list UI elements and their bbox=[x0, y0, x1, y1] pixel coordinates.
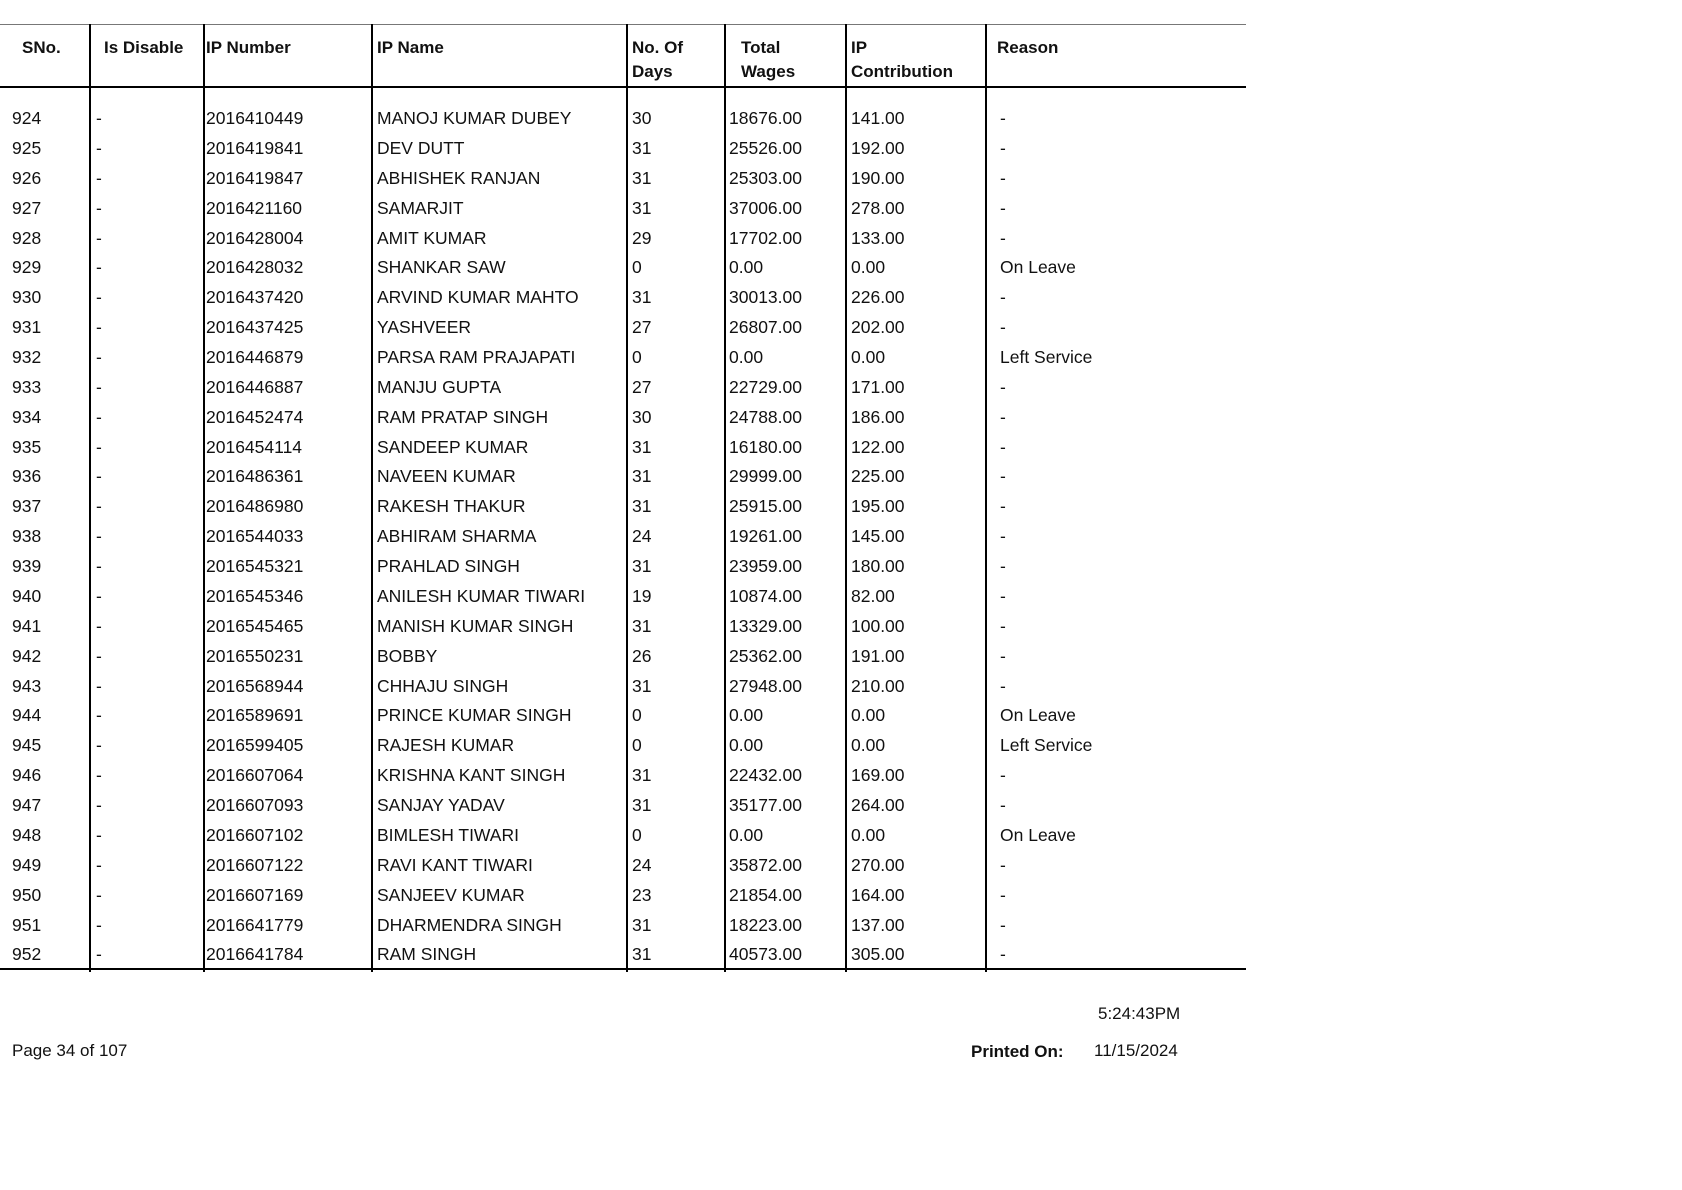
cell-ip-contribution: 305.00 bbox=[851, 944, 905, 965]
cell-sno: 933 bbox=[12, 376, 42, 397]
cell-total-wages: 25303.00 bbox=[729, 167, 802, 188]
cell-days: 19 bbox=[632, 585, 652, 606]
cell-ip-contribution: 133.00 bbox=[851, 227, 905, 248]
cell-sno: 930 bbox=[12, 287, 42, 308]
table-top-rule bbox=[0, 24, 1246, 25]
column-header-ip-contribution bbox=[851, 36, 953, 84]
cell-total-wages: 0.00 bbox=[729, 705, 764, 726]
cell-sno: 945 bbox=[12, 735, 42, 756]
cell-days: 0 bbox=[632, 347, 642, 367]
column-divider bbox=[371, 24, 373, 972]
cell-is-disable: - bbox=[96, 436, 102, 457]
cell-days: 0 bbox=[632, 257, 642, 278]
cell-ip-name: ABHIRAM SHARMA bbox=[377, 526, 537, 547]
cell-ip-name: RAM PRATAP SINGH bbox=[377, 406, 549, 427]
cell-is-disable: - bbox=[96, 585, 102, 606]
cell-ip-contribution: 210.00 bbox=[851, 675, 905, 696]
cell-total-wages: 24788.00 bbox=[729, 406, 802, 427]
cell-ip-name: ANILESH KUMAR TIWARI bbox=[377, 585, 586, 606]
cell-sno: 936 bbox=[12, 466, 42, 487]
cell-ip-number: 2016641784 bbox=[206, 944, 304, 965]
cell-is-disable: - bbox=[96, 287, 102, 308]
cell-days: 31 bbox=[632, 496, 652, 517]
cell-reason: - bbox=[1000, 526, 1006, 547]
cell-is-disable: - bbox=[96, 406, 102, 427]
table-bottom-rule bbox=[0, 968, 1246, 970]
cell-is-disable: - bbox=[96, 167, 102, 188]
cell-ip-name: DHARMENDRA SINGH bbox=[377, 914, 562, 935]
cell-ip-contribution: 137.00 bbox=[851, 914, 905, 935]
cell-ip-contribution: 192.00 bbox=[851, 137, 905, 158]
cell-ip-number: 2016419841 bbox=[206, 137, 304, 158]
cell-sno: 950 bbox=[12, 884, 42, 905]
cell-sno: 952 bbox=[12, 944, 42, 965]
cell-total-wages: 22729.00 bbox=[729, 376, 802, 397]
cell-total-wages: 0.00 bbox=[729, 347, 764, 367]
cell-sno: 928 bbox=[12, 227, 42, 248]
column-header-line: Wages bbox=[741, 62, 796, 81]
cell-reason: Left Service bbox=[1000, 347, 1093, 367]
cell-ip-name: RAM SINGH bbox=[377, 944, 477, 965]
column-header-line: IP Name bbox=[377, 38, 444, 57]
cell-ip-contribution: 270.00 bbox=[851, 854, 905, 875]
cell-ip-name: PRAHLAD SINGH bbox=[377, 556, 520, 576]
cell-reason: - bbox=[1000, 645, 1006, 666]
cell-sno: 932 bbox=[12, 347, 42, 367]
cell-ip-contribution: 180.00 bbox=[851, 556, 905, 576]
column-header-line: IP bbox=[851, 38, 868, 57]
cell-reason: - bbox=[1000, 556, 1006, 576]
cell-ip-contribution: 0.00 bbox=[851, 257, 886, 278]
cell-ip-contribution: 226.00 bbox=[851, 287, 905, 308]
cell-days: 30 bbox=[632, 108, 652, 128]
cell-ip-name: BOBBY bbox=[377, 645, 438, 666]
column-header-total-wages bbox=[741, 36, 795, 84]
cell-ip-contribution: 171.00 bbox=[851, 376, 905, 397]
cell-total-wages: 21854.00 bbox=[729, 884, 802, 905]
cell-is-disable: - bbox=[96, 615, 102, 636]
print-time: 5:24:43PM bbox=[1098, 1004, 1181, 1023]
cell-days: 24 bbox=[632, 526, 652, 547]
cell-days: 31 bbox=[632, 795, 652, 815]
cell-reason: - bbox=[1000, 197, 1006, 218]
cell-ip-number: 2016607102 bbox=[206, 824, 304, 845]
column-header-line: Is Disable bbox=[104, 38, 184, 57]
cell-ip-name: MANISH KUMAR SINGH bbox=[377, 615, 574, 636]
cell-ip-name: BIMLESH TIWARI bbox=[377, 824, 519, 845]
cell-ip-contribution: 191.00 bbox=[851, 645, 905, 666]
column-header-line: SNo. bbox=[22, 38, 61, 57]
cell-days: 31 bbox=[632, 675, 652, 696]
cell-reason: - bbox=[1000, 376, 1006, 397]
cell-ip-name: PARSA RAM PRAJAPATI bbox=[377, 347, 576, 367]
cell-sno: 941 bbox=[12, 615, 42, 636]
cell-is-disable: - bbox=[96, 137, 102, 158]
cell-days: 30 bbox=[632, 406, 652, 427]
cell-ip-name: ABHISHEK RANJAN bbox=[377, 167, 541, 188]
cell-reason: - bbox=[1000, 675, 1006, 696]
column-header-ip-name bbox=[377, 36, 444, 60]
cell-days: 31 bbox=[632, 167, 652, 188]
cell-sno: 938 bbox=[12, 526, 42, 547]
cell-reason: - bbox=[1000, 884, 1006, 905]
cell-total-wages: 25526.00 bbox=[729, 137, 802, 158]
cell-days: 27 bbox=[632, 376, 652, 397]
cell-ip-number: 2016641779 bbox=[206, 914, 304, 935]
cell-days: 31 bbox=[632, 436, 652, 457]
cell-ip-name: MANOJ KUMAR DUBEY bbox=[377, 108, 572, 128]
cell-is-disable: - bbox=[96, 466, 102, 487]
cell-sno: 924 bbox=[12, 108, 42, 128]
cell-ip-name: NAVEEN KUMAR bbox=[377, 466, 516, 487]
cell-sno: 926 bbox=[12, 167, 42, 188]
cell-days: 31 bbox=[632, 944, 652, 965]
cell-is-disable: - bbox=[96, 376, 102, 397]
cell-ip-contribution: 169.00 bbox=[851, 765, 905, 786]
cell-is-disable: - bbox=[96, 675, 102, 696]
cell-ip-number: 2016452474 bbox=[206, 406, 304, 427]
cell-ip-number: 2016421160 bbox=[206, 197, 303, 218]
page-number: Page 34 of 107 bbox=[12, 1041, 128, 1060]
cell-is-disable: - bbox=[96, 257, 102, 278]
cell-total-wages: 26807.00 bbox=[729, 317, 802, 338]
cell-ip-number: 2016550231 bbox=[206, 645, 304, 666]
header-bottom-rule bbox=[0, 86, 1246, 88]
cell-total-wages: 13329.00 bbox=[729, 615, 802, 636]
column-header-sno bbox=[22, 36, 61, 60]
cell-ip-number: 2016607064 bbox=[206, 765, 304, 786]
cell-days: 26 bbox=[632, 645, 652, 666]
cell-sno: 949 bbox=[12, 854, 42, 875]
column-divider bbox=[89, 24, 91, 972]
cell-reason: On Leave bbox=[1000, 824, 1076, 845]
cell-ip-number: 2016486980 bbox=[206, 496, 304, 517]
cell-ip-number: 2016607169 bbox=[206, 884, 304, 905]
cell-total-wages: 30013.00 bbox=[729, 287, 802, 308]
cell-is-disable: - bbox=[96, 944, 102, 965]
column-divider bbox=[845, 24, 847, 972]
cell-is-disable: - bbox=[96, 854, 102, 875]
cell-total-wages: 17702.00 bbox=[729, 227, 802, 248]
cell-days: 31 bbox=[632, 466, 652, 487]
cell-ip-number: 2016446887 bbox=[206, 376, 304, 397]
cell-ip-contribution: 278.00 bbox=[851, 197, 905, 218]
cell-total-wages: 29999.00 bbox=[729, 466, 802, 487]
cell-reason: - bbox=[1000, 765, 1006, 786]
cell-ip-contribution: 190.00 bbox=[851, 167, 905, 188]
cell-reason: - bbox=[1000, 585, 1006, 606]
cell-total-wages: 35872.00 bbox=[729, 854, 802, 875]
cell-ip-number: 2016410449 bbox=[206, 108, 304, 128]
cell-is-disable: - bbox=[96, 884, 102, 905]
cell-ip-number: 2016428004 bbox=[206, 227, 304, 248]
printed-on-date: 11/15/2024 bbox=[1094, 1041, 1178, 1060]
cell-ip-number: 2016437420 bbox=[206, 287, 304, 308]
cell-reason: - bbox=[1000, 944, 1006, 965]
cell-is-disable: - bbox=[96, 347, 102, 367]
column-header-line: Contribution bbox=[851, 62, 953, 81]
cell-ip-contribution: 82.00 bbox=[851, 585, 895, 606]
cell-is-disable: - bbox=[96, 317, 102, 338]
cell-sno: 931 bbox=[12, 317, 42, 338]
cell-days: 31 bbox=[632, 765, 652, 786]
cell-ip-contribution: 0.00 bbox=[851, 705, 886, 726]
cell-reason: - bbox=[1000, 317, 1006, 338]
cell-reason: - bbox=[1000, 108, 1006, 128]
column-header-line: No. Of bbox=[632, 38, 683, 57]
cell-total-wages: 40573.00 bbox=[729, 944, 802, 965]
cell-days: 23 bbox=[632, 884, 652, 905]
cell-ip-contribution: 122.00 bbox=[851, 436, 905, 457]
cell-ip-contribution: 225.00 bbox=[851, 466, 905, 487]
cell-total-wages: 25362.00 bbox=[729, 645, 802, 666]
cell-ip-number: 2016446879 bbox=[206, 347, 304, 367]
cell-ip-name: CHHAJU SINGH bbox=[377, 675, 509, 696]
cell-ip-number: 2016486361 bbox=[206, 466, 304, 487]
cell-ip-contribution: 202.00 bbox=[851, 317, 905, 338]
cell-sno: 948 bbox=[12, 824, 42, 845]
cell-is-disable: - bbox=[96, 914, 102, 935]
cell-total-wages: 18223.00 bbox=[729, 914, 802, 935]
cell-reason: - bbox=[1000, 854, 1006, 875]
cell-is-disable: - bbox=[96, 765, 102, 786]
cell-ip-name: RAVI KANT TIWARI bbox=[377, 854, 533, 875]
column-header-ip-number bbox=[206, 36, 291, 60]
cell-days: 31 bbox=[632, 137, 652, 158]
cell-days: 24 bbox=[632, 854, 652, 875]
cell-is-disable: - bbox=[96, 227, 102, 248]
cell-sno: 927 bbox=[12, 197, 42, 218]
cell-ip-contribution: 145.00 bbox=[851, 526, 905, 547]
cell-is-disable: - bbox=[96, 526, 102, 547]
cell-days: 0 bbox=[632, 824, 642, 845]
cell-ip-number: 2016599405 bbox=[206, 735, 304, 756]
cell-days: 29 bbox=[632, 227, 652, 248]
cell-reason: - bbox=[1000, 615, 1006, 636]
cell-ip-contribution: 195.00 bbox=[851, 496, 905, 517]
column-divider bbox=[724, 24, 726, 972]
cell-reason: - bbox=[1000, 167, 1006, 188]
column-header-is-disable bbox=[104, 36, 183, 60]
cell-ip-number: 2016544033 bbox=[206, 526, 304, 547]
cell-total-wages: 19261.00 bbox=[729, 526, 802, 547]
cell-ip-number: 2016428032 bbox=[206, 257, 304, 278]
cell-reason: - bbox=[1000, 137, 1006, 158]
cell-total-wages: 0.00 bbox=[729, 257, 764, 278]
cell-ip-number: 2016545465 bbox=[206, 615, 304, 636]
cell-ip-name: DEV DUTT bbox=[377, 137, 465, 158]
cell-ip-number: 2016545321 bbox=[206, 556, 304, 576]
cell-ip-name: SHANKAR SAW bbox=[377, 257, 506, 278]
column-header-line: IP Number bbox=[206, 38, 291, 57]
cell-is-disable: - bbox=[96, 108, 102, 128]
printed-on-label: Printed On: bbox=[971, 1042, 1064, 1061]
cell-total-wages: 35177.00 bbox=[729, 795, 802, 815]
cell-is-disable: - bbox=[96, 705, 102, 726]
cell-days: 0 bbox=[632, 735, 642, 756]
cell-sno: 929 bbox=[12, 257, 42, 278]
cell-is-disable: - bbox=[96, 795, 102, 815]
cell-sno: 937 bbox=[12, 496, 42, 517]
cell-is-disable: - bbox=[96, 496, 102, 517]
cell-ip-contribution: 164.00 bbox=[851, 884, 905, 905]
cell-ip-contribution: 0.00 bbox=[851, 347, 886, 367]
cell-days: 31 bbox=[632, 556, 652, 576]
cell-total-wages: 18676.00 bbox=[729, 108, 802, 128]
cell-ip-contribution: 264.00 bbox=[851, 795, 905, 815]
cell-sno: 925 bbox=[12, 137, 42, 158]
cell-total-wages: 16180.00 bbox=[729, 436, 802, 457]
column-header-line: Reason bbox=[997, 38, 1059, 57]
cell-ip-number: 2016437425 bbox=[206, 317, 304, 338]
cell-ip-number: 2016607122 bbox=[206, 854, 304, 875]
cell-ip-name: RAKESH THAKUR bbox=[377, 496, 526, 517]
cell-reason: - bbox=[1000, 914, 1006, 935]
cell-is-disable: - bbox=[96, 645, 102, 666]
cell-ip-name: SANDEEP KUMAR bbox=[377, 436, 529, 457]
cell-reason: On Leave bbox=[1000, 257, 1076, 278]
cell-ip-contribution: 141.00 bbox=[851, 108, 905, 128]
cell-reason: - bbox=[1000, 227, 1006, 248]
cell-ip-name: SANJEEV KUMAR bbox=[377, 884, 525, 905]
cell-reason: Left Service bbox=[1000, 735, 1093, 756]
cell-ip-name: SAMARJIT bbox=[377, 197, 464, 218]
cell-days: 31 bbox=[632, 197, 652, 218]
cell-total-wages: 23959.00 bbox=[729, 556, 802, 576]
cell-reason: - bbox=[1000, 287, 1006, 308]
cell-is-disable: - bbox=[96, 735, 102, 756]
cell-ip-contribution: 186.00 bbox=[851, 406, 905, 427]
cell-total-wages: 27948.00 bbox=[729, 675, 802, 696]
cell-sno: 946 bbox=[12, 765, 42, 786]
cell-sno: 943 bbox=[12, 675, 42, 696]
cell-total-wages: 0.00 bbox=[729, 824, 764, 845]
cell-ip-number: 2016545346 bbox=[206, 585, 304, 606]
cell-sno: 944 bbox=[12, 705, 42, 726]
cell-days: 31 bbox=[632, 914, 652, 935]
cell-sno: 947 bbox=[12, 795, 42, 815]
cell-sno: 951 bbox=[12, 914, 42, 935]
cell-is-disable: - bbox=[96, 197, 102, 218]
cell-ip-number: 2016568944 bbox=[206, 675, 304, 696]
column-header-days bbox=[632, 36, 683, 84]
cell-ip-contribution: 100.00 bbox=[851, 615, 905, 636]
cell-ip-name: ARVIND KUMAR MAHTO bbox=[377, 287, 579, 308]
column-header-line: Days bbox=[632, 62, 673, 81]
cell-days: 31 bbox=[632, 287, 652, 308]
cell-ip-name: YASHVEER bbox=[377, 317, 472, 338]
cell-reason: On Leave bbox=[1000, 705, 1076, 726]
cell-total-wages: 25915.00 bbox=[729, 496, 802, 517]
column-header-reason bbox=[997, 36, 1058, 60]
column-divider bbox=[985, 24, 987, 972]
cell-reason: - bbox=[1000, 466, 1006, 487]
cell-ip-name: KRISHNA KANT SINGH bbox=[377, 765, 566, 786]
cell-reason: - bbox=[1000, 496, 1006, 517]
column-divider bbox=[626, 24, 628, 972]
cell-total-wages: 22432.00 bbox=[729, 765, 802, 786]
cell-is-disable: - bbox=[96, 824, 102, 845]
cell-reason: - bbox=[1000, 795, 1006, 815]
cell-days: 31 bbox=[632, 615, 652, 636]
cell-reason: - bbox=[1000, 406, 1006, 427]
cell-sno: 935 bbox=[12, 436, 42, 457]
cell-sno: 939 bbox=[12, 556, 42, 576]
cell-total-wages: 10874.00 bbox=[729, 585, 802, 606]
cell-days: 27 bbox=[632, 317, 652, 338]
column-divider bbox=[203, 24, 205, 972]
cell-sno: 942 bbox=[12, 645, 42, 666]
cell-ip-name: PRINCE KUMAR SINGH bbox=[377, 705, 572, 726]
cell-ip-name: RAJESH KUMAR bbox=[377, 735, 515, 756]
cell-ip-name: AMIT KUMAR bbox=[377, 227, 487, 248]
column-header-line: Total bbox=[741, 38, 781, 57]
cell-reason: - bbox=[1000, 436, 1006, 457]
cell-sno: 940 bbox=[12, 585, 42, 606]
cell-ip-number: 2016454114 bbox=[206, 436, 303, 457]
cell-total-wages: 37006.00 bbox=[729, 197, 802, 218]
cell-ip-number: 2016607093 bbox=[206, 795, 304, 815]
cell-ip-name: SANJAY YADAV bbox=[377, 795, 505, 815]
cell-ip-number: 2016589691 bbox=[206, 705, 304, 726]
cell-sno: 934 bbox=[12, 406, 42, 427]
cell-ip-contribution: 0.00 bbox=[851, 735, 886, 756]
cell-days: 0 bbox=[632, 705, 642, 726]
cell-ip-contribution: 0.00 bbox=[851, 824, 886, 845]
cell-ip-name: MANJU GUPTA bbox=[377, 376, 502, 397]
cell-ip-number: 2016419847 bbox=[206, 167, 304, 188]
cell-is-disable: - bbox=[96, 556, 102, 576]
cell-total-wages: 0.00 bbox=[729, 735, 764, 756]
